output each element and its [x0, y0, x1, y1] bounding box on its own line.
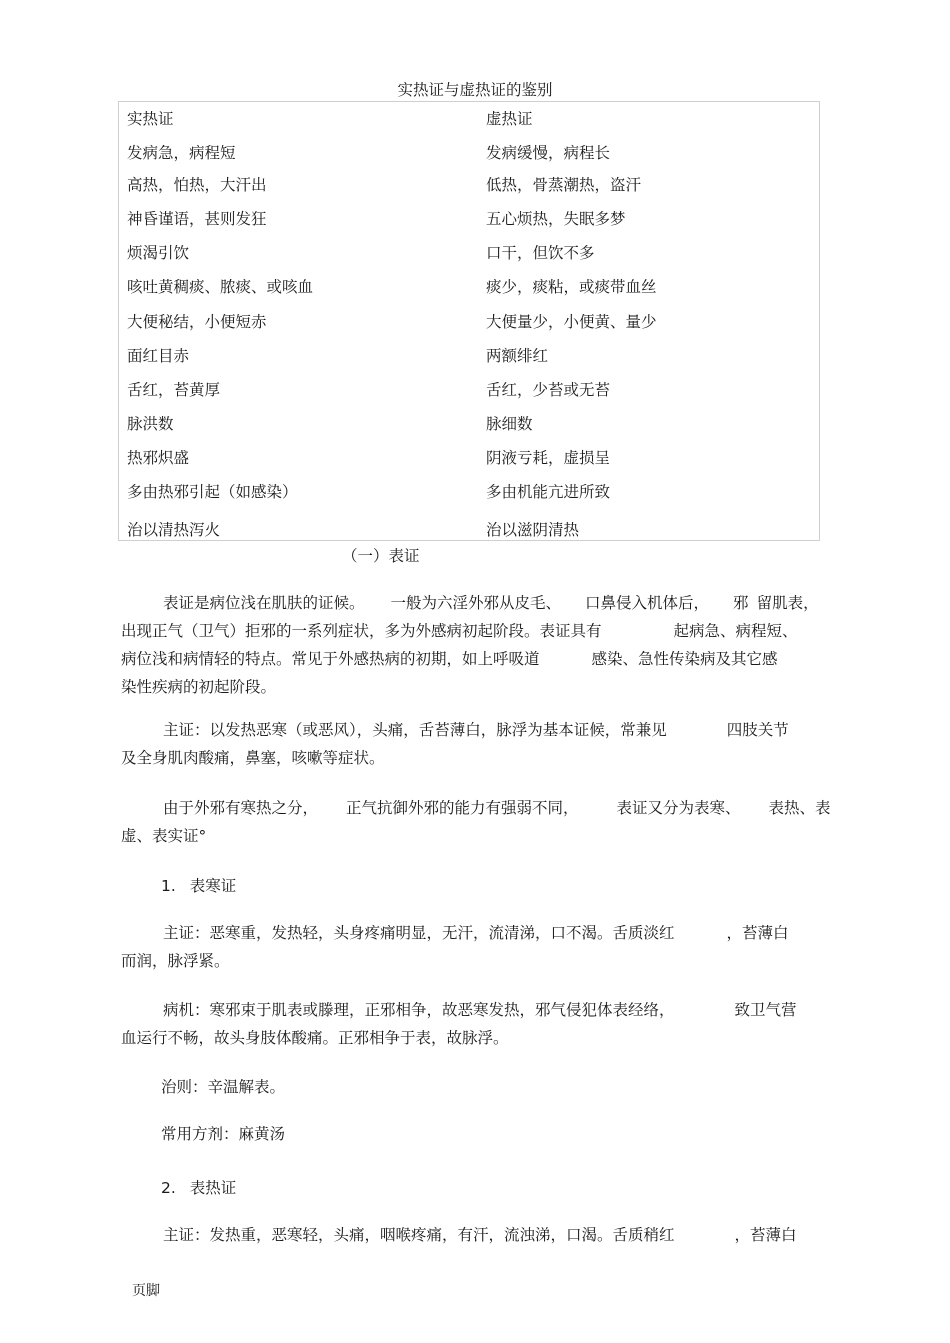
text-run: 表证又分为表寒、 — [616, 799, 741, 817]
table-cell-left: 咳吐黄稠痰、脓痰、或咳血 — [127, 278, 314, 296]
paragraph-main-symptoms — [121, 716, 831, 772]
table-header-right: 虚热证 — [486, 110, 533, 128]
paragraph-classification — [121, 794, 831, 850]
paragraph-definition — [121, 589, 831, 701]
text-run: 由于外邪有寒热之分， — [163, 799, 319, 817]
paragraph-treatment: 治则：辛温解表。 — [161, 1078, 286, 1096]
text-run: 病位浅和病情轻的特点。常见于外感热病的初期，如上呼吸道 — [121, 650, 540, 668]
table-cell-right: 阴液亏耗，虚损呈 — [486, 449, 611, 467]
text-run: 一般为六淫外邪从皮毛、 — [390, 594, 562, 612]
table-cell-left: 大便秘结，小便短赤 — [127, 313, 267, 331]
table-cell-right: 发病缓慢，病程长 — [486, 144, 611, 162]
table-cell-left: 脉洪数 — [127, 415, 174, 433]
subheading-exterior-heat — [161, 1174, 871, 1202]
table-cell-right: 五心烦热，失眠多梦 — [486, 210, 626, 228]
comparison-table — [118, 101, 820, 541]
table-cell-left: 舌红，苔黄厚 — [127, 381, 221, 399]
text-run: 口鼻侵入机体后， — [585, 594, 710, 612]
text-run: 四肢关节 — [726, 721, 789, 739]
text-run: ，苔薄白 — [734, 1226, 797, 1244]
table-cell-left: 多由热邪引起（如感染） — [127, 483, 298, 501]
table-cell-left: 高热，怕热，大汗出 — [127, 176, 267, 194]
table-cell-left: 烦渴引饮 — [127, 244, 190, 262]
text-run: 起病急、病程短、 — [673, 622, 798, 640]
text-run: ，苔薄白 — [726, 924, 789, 942]
table-cell-left: 发病急，病程短 — [127, 144, 236, 162]
text-run: 染性疾病的初起阶段。 — [121, 678, 277, 696]
subheading-number: 2. — [161, 1179, 176, 1197]
table-cell-right: 治以滋阴清热 — [486, 521, 580, 539]
text-run: 而润，脉浮紧。 — [121, 952, 230, 970]
text-run: 感染、急性传染病及其它感 — [591, 650, 778, 668]
table-cell-right: 低热，骨蒸潮热，盗汗 — [486, 176, 642, 194]
text-run: 表证是病位浅在肌肤的证候。 — [163, 594, 365, 612]
table-cell-right: 口干，但饮不多 — [486, 244, 595, 262]
text-run: 表热、表 — [768, 799, 831, 817]
text-run: 邪 — [733, 594, 749, 612]
table-header-left: 实热证 — [127, 110, 174, 128]
paragraph-formula: 常用方剂：麻黄汤 — [161, 1125, 286, 1143]
table-cell-left: 神昏谨语，甚则发狂 — [127, 210, 267, 228]
page-footer: 页脚 — [132, 1283, 160, 1299]
table-cell-left: 热邪炽盛 — [127, 449, 190, 467]
subheading-number: 1. — [161, 877, 176, 895]
text-run: 留肌表， — [756, 594, 819, 612]
table-cell-left: 面红目赤 — [127, 347, 190, 365]
table-cell-right: 多由机能亢进所致 — [486, 483, 611, 501]
paragraph-heat-symptoms — [121, 1221, 831, 1249]
text-run: 致卫气营 — [734, 1001, 797, 1019]
document-title: 实热证与虚热证的鉴别 — [397, 81, 553, 99]
paragraph-cold-pathogenesis — [121, 996, 831, 1052]
text-run: 及全身肌肉酸痛，鼻塞，咳嗽等症状。 — [121, 749, 385, 767]
subheading-exterior-cold — [161, 872, 871, 900]
text-run: 主证：恶寒重，发热轻，头身疼痛明显，无汗，流清涕，口不渴。舌质淡红 — [163, 924, 675, 942]
table-cell-right: 痰少，痰粘，或痰带血丝 — [486, 278, 657, 296]
subheading-text: 表热证 — [189, 1179, 237, 1197]
subheading-text: 表寒证 — [189, 877, 237, 895]
text-run: 主证：发热重，恶寒轻，头痛，咽喉疼痛，有汗，流浊涕，口渴。舌质稍红 — [163, 1226, 675, 1244]
section-heading: （一）表证 — [342, 547, 420, 565]
text-run: 出现正气（卫气）拒邪的一系列症状，多为外感病初起阶段。表证具有 — [121, 622, 602, 640]
text-run: 主证：以发热恶寒（或恶风），头痛，舌苔薄白，脉浮为基本证候，常兼见 — [163, 721, 667, 739]
text-run: 正气抗御外邪的能力有强弱不同， — [346, 799, 579, 817]
paragraph-cold-symptoms — [121, 919, 831, 975]
text-run: 虚、表实证° — [121, 827, 207, 845]
text-run: 血运行不畅，故头身肢体酸痛。正邪相争于表，故脉浮。 — [121, 1029, 509, 1047]
text-run: 病机：寒邪束于肌表或滕理，正邪相争，故恶寒发热，邪气侵犯体表经络， — [163, 1001, 675, 1019]
table-cell-right: 脉细数 — [486, 415, 533, 433]
table-cell-right: 舌红，少苔或无苔 — [486, 381, 611, 399]
table-cell-left: 治以清热泻火 — [127, 521, 221, 539]
table-cell-right: 两额绯红 — [486, 347, 549, 365]
table-cell-right: 大便量少，小便黄、量少 — [486, 313, 657, 331]
